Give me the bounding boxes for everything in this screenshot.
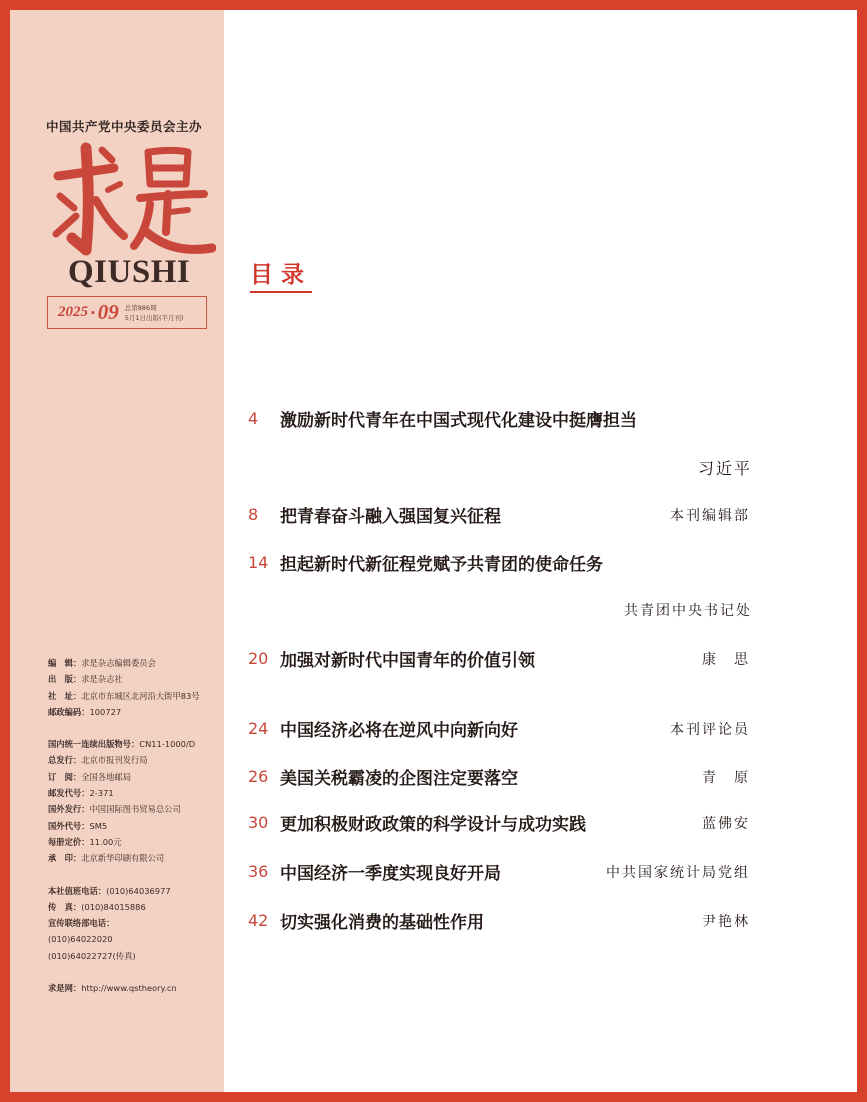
imprint-row [48,704,220,720]
imprint-row [48,931,220,947]
imprint-block [48,655,220,996]
imprint-value: (010)64022020 [48,934,113,945]
imprint-label: 宣传联络部电话： [48,918,115,929]
imprint-label: 求是网： [48,983,82,994]
toc-author: 本刊评论员 [670,722,750,738]
imprint-row [48,688,220,704]
toc-page-number: 24 [248,719,269,738]
toc-page-number: 14 [248,553,269,572]
toc-article-title: 把青春奋斗融入强国复兴征程 [280,507,501,527]
toc-author: 康 思 [702,652,750,668]
toc-author: 青 原 [702,770,750,786]
imprint-row [48,769,220,785]
toc-page-number: 4 [248,409,259,428]
imprint-value: 全国各地邮局 [81,771,131,782]
imprint-label: 承 印： [48,853,82,864]
imprint-row [48,899,220,915]
toc-article-title: 切实强化消费的基础性作用 [280,913,484,933]
imprint-value: 11.00元 [89,836,122,847]
imprint-value: 北京市报刊发行局 [81,755,148,766]
imprint-row [48,736,220,752]
imprint-row [48,671,220,687]
imprint-row [48,883,220,899]
toc-article-title: 加强对新时代中国青年的价值引领 [280,651,535,671]
imprint-label: 社 址： [48,690,82,701]
imprint-value: 中国国际图书贸易总公司 [89,804,181,815]
qiushi-calligraphy-logo [46,138,216,263]
imprint-value: (010)84015886 [81,901,146,912]
imprint-value: 求是杂志编辑委员会 [81,658,156,668]
toc-author: 共青团中央书记处 [624,603,752,619]
imprint-row [48,850,220,866]
toc-article-title: 美国关税霸凌的企图注定要落空 [280,769,518,789]
toc-entry[interactable] [248,502,750,528]
toc-article-title: 中国经济一季度实现良好开局 [280,864,501,884]
toc-entry[interactable] [248,716,750,742]
toc-author: 中共国家统计局党组 [606,865,750,881]
toc-author: 蓝佛安 [702,816,750,832]
host-organization: 中国共产党中央委员会主办 [46,119,203,134]
issue-total-number: 总第886期 [124,303,157,312]
page-frame [10,10,857,1092]
imprint-label: 本社值班电话： [48,885,107,896]
imprint-row [48,867,220,883]
issue-year: 2025 [58,304,88,320]
imprint-value: 2-371 [89,788,114,799]
toc-article-title: 中国经济必将在逆风中向新向好 [280,721,518,741]
toc-entry[interactable] [248,764,750,790]
imprint-value: http://www.qstheory.cn [81,983,177,994]
imprint-row [48,948,220,964]
imprint-row [48,915,220,931]
imprint-value: (010)64022727(传真) [48,950,136,961]
toc-entry[interactable] [248,859,750,885]
imprint-row [48,655,220,671]
imprint-row [48,818,220,834]
imprint-value: CN11-1000/D [139,739,196,750]
imprint-label: 编 辑： [48,658,82,668]
issue-publish-date: 5月1日出版(半月刊) [124,313,184,322]
toc-page-number: 8 [248,505,259,524]
toc-author: 尹艳林 [702,914,750,930]
toc-entry[interactable] [248,550,750,576]
toc-author: 习近平 [697,459,752,478]
imprint-row [48,980,220,996]
toc-entry[interactable] [248,908,750,934]
imprint-label: 邮政编码： [48,706,90,717]
toc-page-number: 42 [248,911,269,930]
toc-entry[interactable] [248,810,750,836]
toc-entry[interactable] [248,646,750,672]
toc-article-title: 担起新时代新征程党赋予共青团的使命任务 [280,555,603,575]
issue-meta [125,303,184,323]
imprint-row [48,752,220,768]
toc-page-number: 26 [248,767,269,786]
imprint-label: 国内统一连续出版物号： [48,739,140,750]
toc-author: 本刊编辑部 [670,508,750,524]
imprint-label: 邮发代号： [48,788,90,799]
imprint-label: 传 真： [48,901,82,912]
imprint-value: 北京新华印刷有限公司 [81,853,165,864]
imprint-label: 总发行： [48,755,82,766]
imprint-label: 每册定价： [48,836,90,847]
imprint-label: 国外代号： [48,820,90,831]
imprint-label: 国外发行： [48,804,90,815]
imprint-row [48,720,220,736]
toc-article-title: 更加积极财政政策的科学设计与成功实践 [280,815,586,835]
imprint-label: 出 版： [48,674,82,685]
imprint-row [48,964,220,980]
cover-sidebar [10,10,224,1092]
imprint-row [48,785,220,801]
toc-article-title: 激励新时代青年在中国式现代化建设中挺膺担当 [280,411,637,431]
imprint-value: 100727 [89,706,122,717]
qiushi-wordmark: QIUSHI [68,254,191,290]
imprint-row [48,834,220,850]
imprint-value: SM5 [89,820,108,831]
toc-page-number: 30 [248,813,269,832]
imprint-row [48,801,220,817]
toc-entry[interactable] [248,406,750,432]
imprint-value: 北京市东城区北河沿大街甲83号 [81,690,200,701]
toc-page-number: 36 [248,862,269,881]
imprint-value: 求是杂志社 [81,674,123,685]
issue-number: 09 [97,300,119,324]
imprint-value: (010)64036977 [106,885,171,896]
toc-heading: 目录 [250,256,312,293]
imprint-label: 订 阅： [48,771,82,782]
issue-box [47,296,207,329]
toc-page-number: 20 [248,649,269,668]
issue-separator: · [90,303,96,322]
